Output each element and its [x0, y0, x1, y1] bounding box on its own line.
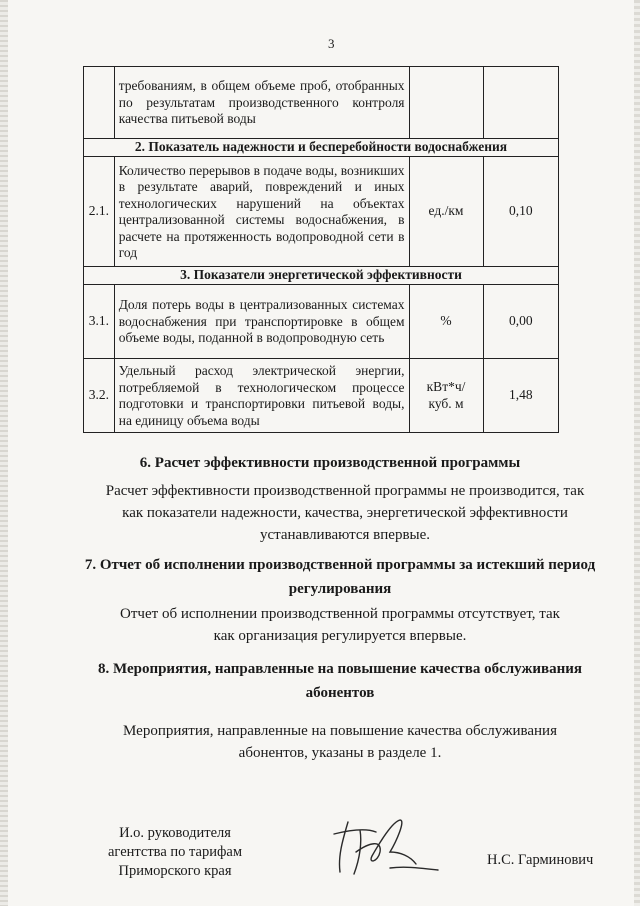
unit-line-2: куб. м [428, 395, 464, 411]
row-description: Количество перерывов в подаче воды, возникших в результате аварий, повреждений и иных технологических нарушений на объектах централизованной системы водоснабжения, в расчете на протяженность водопроводной сети в год [118, 162, 405, 260]
section-8-title: 8. Мероприятия, направленные на повышение качества обслуживания абонентов [97, 661, 582, 701]
section-6-text: Расчет эффективности производственной программы не производится, так как показатели надежности, качества, энергетической эффективности устанавливаются впервые. [105, 483, 585, 543]
signatory-position: И.о. руководителя агентства по тарифам Приморского края [108, 825, 242, 879]
row-number: 2.1. [84, 157, 115, 267]
row-number: 3.2. [84, 359, 115, 433]
section-6-title: 6. Расчет эффективности производственной программы [139, 455, 521, 471]
section-7-text: Отчет об исполнении производственной программы отсутствует, так как организация регулируется впервые. [120, 606, 560, 644]
table-row-continuation [84, 67, 559, 139]
row-value: 0,10 [483, 157, 559, 267]
row-unit: ед./км [409, 157, 483, 267]
row-value: 1,48 [483, 359, 559, 433]
scan-edge-right [634, 0, 640, 906]
section-8-text: Мероприятия, направленные на повышение качества обслуживания абонентов, указаны в разделе 1. [123, 723, 557, 761]
scan-edge-left [0, 0, 8, 906]
continuation-text: требованиям, в общем объеме проб, отобранных по результатам производственного контроля качества питьевой воды [118, 78, 405, 127]
page-number: 3 [328, 36, 335, 51]
row-value: 0,00 [483, 285, 559, 359]
unit-line-1: кВт*ч/ [426, 379, 466, 394]
row-unit [409, 359, 483, 433]
indicators-table [83, 66, 559, 433]
section-2-title: 2. Показатель надежности и бесперебойности водоснабжения [84, 139, 559, 157]
row-number: 3.1. [84, 285, 115, 359]
row-description: Доля потерь воды в централизованных системах водоснабжения при транспортировке в общем объеме воды, поданной в водопроводную сеть [118, 297, 405, 346]
section-3-row [84, 267, 559, 285]
table-row-3-2 [84, 359, 559, 433]
table-row-2-1 [84, 157, 559, 267]
row-description: Удельный расход электрической энергии, потребляемой в технологическом процессе подготовки и транспортировки питьевой воды, на единицу объема воды [118, 363, 405, 428]
signatory-name: Н.С. Гарминович [487, 852, 594, 868]
table-row-3-1 [84, 285, 559, 359]
section-3-title: 3. Показатели энергетической эффективности [84, 267, 559, 285]
handwritten-signature [320, 812, 450, 884]
section-7-title: 7. Отчет об исполнении производственной программы за истекший период регулирования [84, 557, 596, 597]
section-2-row [84, 139, 559, 157]
row-unit: % [409, 285, 483, 359]
